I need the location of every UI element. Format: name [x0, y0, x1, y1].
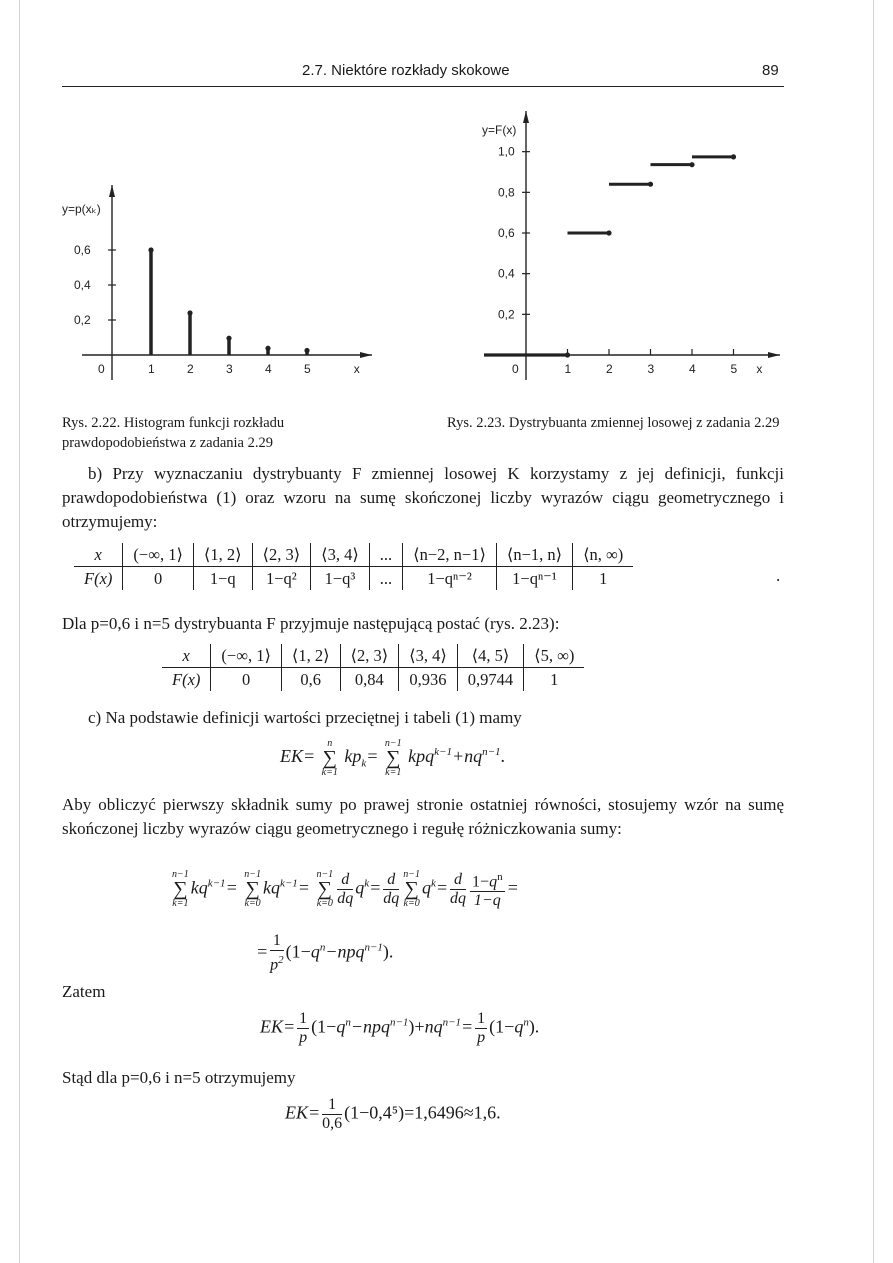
- x-tick-label: 0: [512, 362, 519, 376]
- table1-header-cell: ...: [369, 543, 402, 567]
- equation-sum-derivative: n−1 ∑ k=1 $kq^{k-1}=$ n−1 ∑ k=0 $kq^{k-1}=$ n−1 ∑ k=0 $\frac{d}{dq}$ $q^k=$ $\frac{d}{dq}$ n−1 ∑ k=0 $q^k=$ $\frac{d}{dq}$ $\frac{1-q^n}{1-q}$ =: [172, 869, 519, 910]
- table1-value-cell: 1−q²: [252, 567, 311, 591]
- y-tick-label: 0,4: [74, 278, 91, 292]
- y-tick-label: 1,0: [498, 144, 515, 159]
- bar-tip-dot: [226, 336, 231, 341]
- step-end-dot: [731, 154, 736, 159]
- table-general-cdf: [74, 543, 633, 590]
- step-end-dot: [648, 182, 653, 187]
- bar-tip-dot: [265, 346, 270, 351]
- equation-ek-definition: EK= n ∑ k=1 $kp_k=$ n−1 ∑ k=1 $kpq^{k-1}+nq^{n-1}$.: [280, 738, 506, 778]
- final-result: (1−0,4⁵)=1,6496≈1,6.: [344, 1102, 501, 1123]
- table1-header-cell: ⟨2, 3⟩: [252, 543, 311, 567]
- table2-header-cell: ⟨4, 5⟩: [457, 644, 523, 668]
- table1-value-cell: 0: [123, 567, 194, 591]
- x-tick-label: 3: [647, 362, 655, 376]
- table2-value-cell: 0: [211, 668, 282, 692]
- page-number: 89: [762, 62, 779, 79]
- y-axis-arrow: [109, 185, 115, 197]
- paragraph-stad: Stąd dla p=0,6 i n=5 otrzymujemy: [62, 1068, 296, 1087]
- distribution-figure: [470, 105, 790, 385]
- table2-header-cell: ⟨3, 4⟩: [399, 644, 458, 668]
- table1-header-cell: ⟨n−2, n−1⟩: [403, 543, 497, 567]
- word-zatem: Zatem: [62, 982, 106, 1001]
- step-end-dot: [689, 162, 694, 167]
- table1-value-cell: F(x): [84, 568, 113, 588]
- table2-value-cell: 1: [524, 668, 585, 692]
- table1-header-cell: x: [74, 543, 123, 567]
- step-end-dot: [565, 352, 570, 357]
- x-tick-label: 0: [98, 362, 105, 376]
- x-tick-label: 5: [304, 362, 311, 376]
- caption-left: Rys. 2.22. Histogram funkcji rozkładu prawdopodobieństwa z zadania 2.29: [62, 415, 285, 451]
- x-tick-label: 1: [148, 362, 155, 376]
- table2-value-cell: 0,84: [340, 668, 399, 692]
- y-tick-label: 0,4: [498, 266, 515, 281]
- paragraph-b: b) Przy wyznaczaniu dystrybuanty F zmiennej losowej K korzystamy z jej definicji, funkcji prawdopodobieństwa (1) oraz wzoru na sumę skończonej liczby wyrazów ciągu geometrycznego i otrzymujemy:: [62, 464, 784, 531]
- y-tick-label: 0,8: [498, 185, 515, 200]
- table-numeric-cdf: [162, 644, 584, 691]
- x-tick-label: 3: [226, 362, 233, 376]
- x-tick-label: 4: [689, 362, 696, 376]
- x-tick-label: 5: [730, 362, 738, 376]
- paragraph-dla: Dla p=0,6 i n=5 dystrybuanta F przyjmuje następującą postać (rys. 2.23):: [62, 614, 560, 633]
- table1-header-cell: (−∞, 1⟩: [123, 543, 194, 567]
- paragraph-aby: Aby obliczyć pierwszy składnik sumy po prawej stronie ostatniej równości, stosujemy wzór na sumę skończonej liczby wyrazów ciągu geometrycznego i regułę różniczkowania sumy:: [62, 795, 784, 838]
- x-tick-label: 2: [187, 362, 194, 376]
- y-axis-label: y=F(x): [482, 123, 517, 137]
- table2-header-cell: (−∞, 1⟩: [211, 644, 282, 668]
- table2-header-cell: x: [162, 644, 211, 668]
- header-rule: [62, 86, 784, 87]
- table1-value-cell: 1: [573, 567, 634, 591]
- y-tick-label: 0,2: [498, 307, 515, 322]
- table1-value-cell: 1−q³: [311, 567, 370, 591]
- x-axis-arrow: [768, 352, 780, 358]
- histogram-figure: [40, 175, 380, 385]
- table2-value-cell: 0,6: [281, 668, 340, 692]
- caption-right: Rys. 2.23. Dystrybuanta zmiennej losowej z zadania 2.29: [447, 415, 780, 431]
- y-tick-label: 0,6: [74, 243, 91, 257]
- table1-value-cell: 1−q: [193, 567, 252, 591]
- x-tick-label: x: [353, 362, 360, 376]
- table2-header-cell: ⟨2, 3⟩: [340, 644, 399, 668]
- page-edge-left: [19, 0, 20, 1263]
- table2-header-cell: ⟨5, ∞): [524, 644, 585, 668]
- y-tick-label: 0,6: [498, 226, 515, 240]
- table1-header-cell: ⟨n−1, n⟩: [496, 543, 572, 567]
- bar-tip-dot: [304, 348, 309, 353]
- bar-tip-dot: [148, 247, 153, 252]
- table1-header-cell: ⟨1, 2⟩: [193, 543, 252, 567]
- table1-value-cell: 1−qⁿ⁻²: [403, 567, 497, 591]
- x-tick-label: 4: [265, 362, 272, 376]
- table2-value-cell: F(x): [172, 669, 201, 689]
- table1-trailing-dot: .: [776, 566, 781, 585]
- table1-value-cell: ...: [369, 567, 402, 591]
- equation-ek-numeric: EK= $\frac{1}{0,6}$ (1−0,4⁵)=1,6496≈1,6.: [285, 1096, 501, 1132]
- page-edge-right: [873, 0, 874, 1263]
- y-axis-arrow: [523, 111, 529, 123]
- table1-header-cell: ⟨n, ∞): [573, 543, 634, 567]
- paragraph-c: c) Na podstawie definicji wartości przeciętnej i tabeli (1) mamy: [88, 708, 522, 727]
- x-axis-arrow: [360, 352, 372, 358]
- table2-header-cell: ⟨1, 2⟩: [281, 644, 340, 668]
- running-header: 2.7. Niektóre rozkłady skokowe: [302, 62, 510, 79]
- table1-header-cell: ⟨3, 4⟩: [311, 543, 370, 567]
- step-end-dot: [606, 230, 611, 235]
- x-tick-label: 1: [564, 362, 572, 376]
- y-tick-label: 0,2: [74, 313, 91, 327]
- y-axis-label: y=p(xₖ): [62, 202, 101, 216]
- x-tick-label: 2: [606, 362, 613, 376]
- bar-tip-dot: [187, 310, 192, 315]
- equation-sum-result: = $\frac{1}{p^2}$ $(1-q^n-npq^{n-1})$.: [256, 932, 394, 974]
- table1-value-cell: 1−qⁿ⁻¹: [496, 567, 572, 591]
- table2-value-cell: 0,936: [399, 668, 458, 692]
- x-tick-label: x: [756, 362, 763, 376]
- table2-value-cell: 0,9744: [457, 668, 523, 692]
- equation-ek-closed-form: EK= $\frac{1}{p}$ $(1-q^n-npq^{n-1})+nq^{n-1}=$ $\frac{1}{p}$ $(1-q^n)$.: [260, 1010, 540, 1046]
